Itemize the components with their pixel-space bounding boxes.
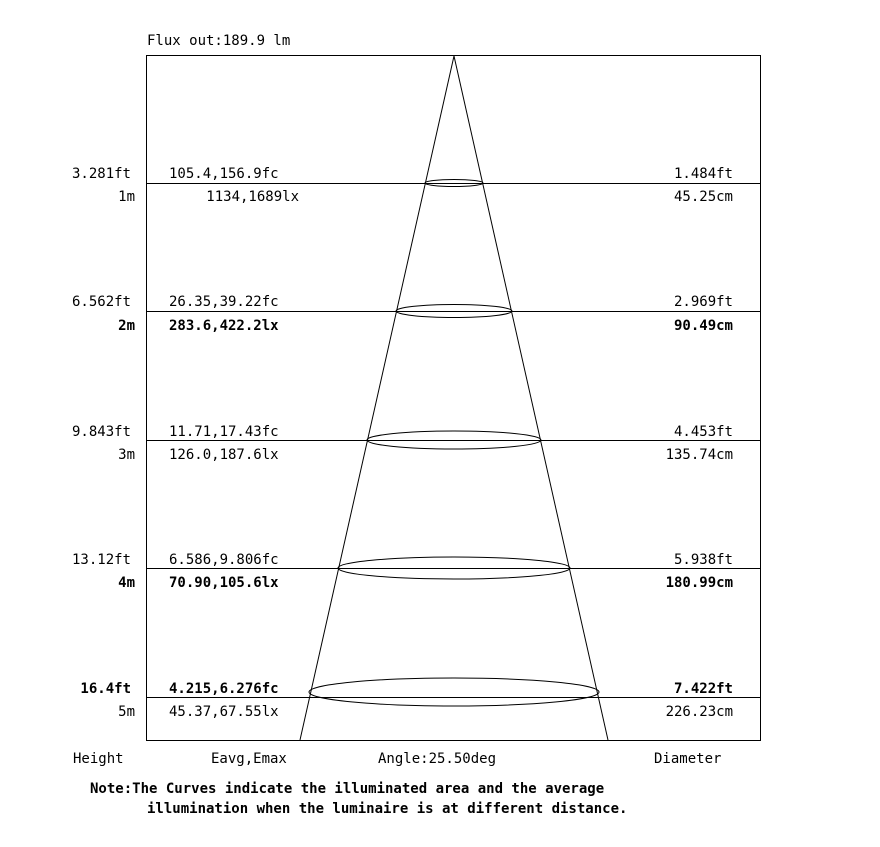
diameter-cm: 90.49cm bbox=[673, 318, 733, 334]
illuminance-fc: 105.4,156.9fc bbox=[169, 166, 279, 182]
height-ft: 9.843ft bbox=[71, 424, 131, 440]
diameter-cm: 226.23cm bbox=[665, 704, 733, 720]
height-ft: 16.4ft bbox=[80, 681, 131, 697]
illuminance-lx: 45.37,67.55lx bbox=[169, 704, 279, 720]
diameter-ft: 2.969ft bbox=[673, 294, 733, 310]
height-column-label: Height bbox=[73, 751, 124, 767]
height-m: 5m bbox=[118, 704, 135, 720]
illuminance-lx: 126.0,187.6lx bbox=[169, 447, 279, 463]
illuminance-fc: 6.586,9.806fc bbox=[169, 552, 279, 568]
illuminance-lx: 70.90,105.6lx bbox=[169, 575, 279, 591]
illuminance-lx: 1134,1689lx bbox=[206, 189, 299, 205]
beam-angle-label: Angle:25.50deg bbox=[378, 751, 497, 767]
height-ft: 3.281ft bbox=[71, 166, 131, 182]
height-ft: 13.12ft bbox=[71, 552, 131, 568]
illuminance-lx: 283.6,422.2lx bbox=[169, 318, 279, 334]
diameter-column-label: Diameter bbox=[654, 751, 722, 767]
illuminance-fc: 11.71,17.43fc bbox=[169, 424, 279, 440]
beam-right-edge bbox=[454, 56, 608, 740]
note-line-1: Note:The Curves indicate the illuminated area and the average bbox=[90, 781, 605, 797]
diagram-frame bbox=[147, 56, 761, 741]
note-line-2: illumination when the luminaire is at different distance. bbox=[147, 801, 628, 817]
height-m: 4m bbox=[118, 575, 135, 591]
diameter-cm: 45.25cm bbox=[673, 189, 733, 205]
height-ft: 6.562ft bbox=[71, 294, 131, 310]
beam-left-edge bbox=[300, 56, 454, 740]
height-m: 2m bbox=[118, 318, 135, 334]
illuminance-fc: 4.215,6.276fc bbox=[169, 681, 279, 697]
diameter-ft: 1.484ft bbox=[673, 166, 733, 182]
illuminated-area-5m bbox=[309, 678, 599, 706]
height-m: 3m bbox=[118, 447, 135, 463]
diameter-cm: 135.74cm bbox=[665, 447, 733, 463]
diameter-cm: 180.99cm bbox=[665, 575, 733, 591]
height-m: 1m bbox=[118, 189, 135, 205]
diameter-ft: 4.453ft bbox=[673, 424, 733, 440]
diameter-ft: 5.938ft bbox=[673, 552, 733, 568]
diameter-ft: 7.422ft bbox=[673, 681, 733, 697]
illuminance-fc: 26.35,39.22fc bbox=[169, 294, 279, 310]
illuminance-column-label: Eavg,Emax bbox=[211, 751, 287, 767]
flux-label: Flux out:189.9 lm bbox=[147, 33, 291, 49]
